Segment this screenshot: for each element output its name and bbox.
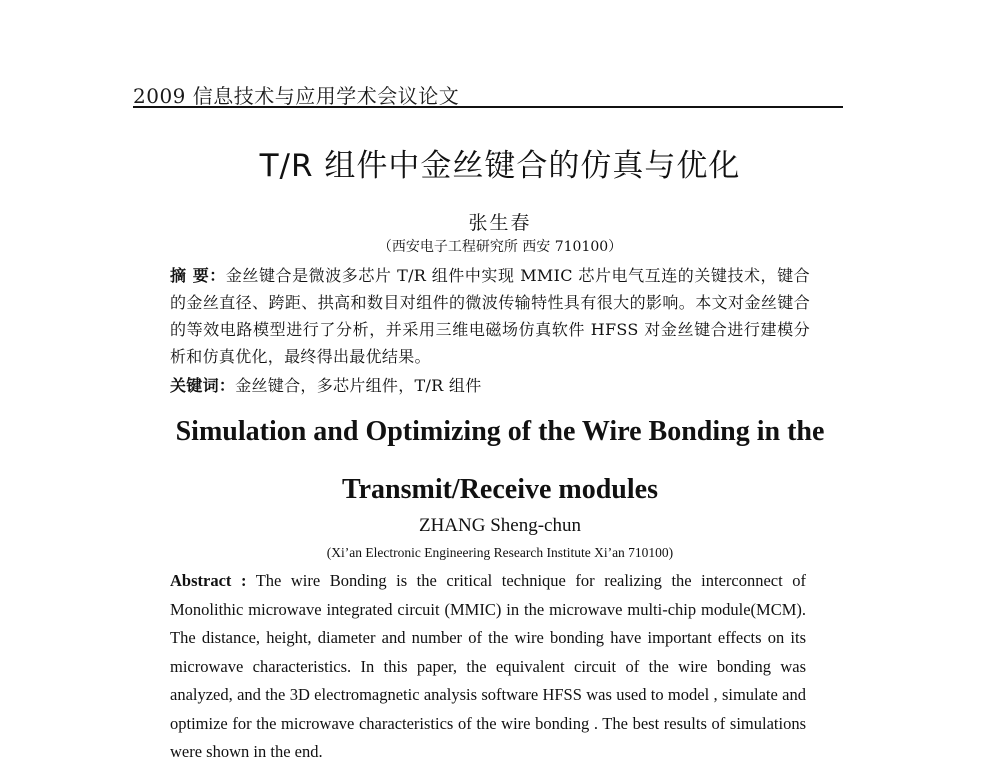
chinese-abstract-label: 摘 要： <box>170 266 226 285</box>
chinese-keywords-label: 关键词： <box>170 376 236 395</box>
chinese-abstract <box>170 262 810 370</box>
chinese-keywords <box>170 372 810 399</box>
running-head: 2009 信息技术与应用学术会议论文 <box>133 84 460 108</box>
english-title-line2: Transmit/Receive modules <box>342 474 658 505</box>
chinese-author: 张生春 <box>468 212 532 234</box>
english-author: ZHANG Sheng-chun <box>418 515 581 536</box>
header-rule <box>133 106 843 108</box>
chinese-title: T/R 组件中金丝键合的仿真与优化 <box>259 148 741 184</box>
chinese-affiliation: （西安电子工程研究所 西安 710100） <box>377 239 623 255</box>
english-abstract-label: Abstract : <box>170 571 247 590</box>
chinese-abstract-text: 金丝键合是微波多芯片 T/R 组件中实现 MMIC 芯片电气互连的关键技术，键合的金丝直径、跨距、拱高和数目对组件的微波传输特性具有很大的影响。本文对金丝键合的等效电路模型进行了分析，并采用三维电磁场仿真软件 HFSS 对金丝键合进行建模分析和仿真优化，最终得出最优结果。 <box>170 266 810 366</box>
english-abstract-text: The wire Bonding is the critical technique for realizing the interconnect of Monolithic microwave integrated circuit (MMIC) in the microwave multi-chip module(MCM). The distance, height, diameter and number of the wire bonding have important effects on its microwave characteristics. In this paper, the equivalent circuit of the wire bonding was analyzed, and the 3D electromagnetic analysis software HFSS was used to model , simulate and optimize for the microwave characteristics of the wire bonding . The best results of simulations were shown in the end. <box>170 571 806 761</box>
english-affiliation: (Xi’an Electronic Engineering Research Institute Xi’an 710100) <box>326 545 674 560</box>
chinese-keywords-text: 金丝键合，多芯片组件，T/R 组件 <box>235 376 482 395</box>
english-title-line1: Simulation and Optimizing of the Wire Bonding in the <box>175 416 825 447</box>
english-abstract <box>170 567 806 767</box>
